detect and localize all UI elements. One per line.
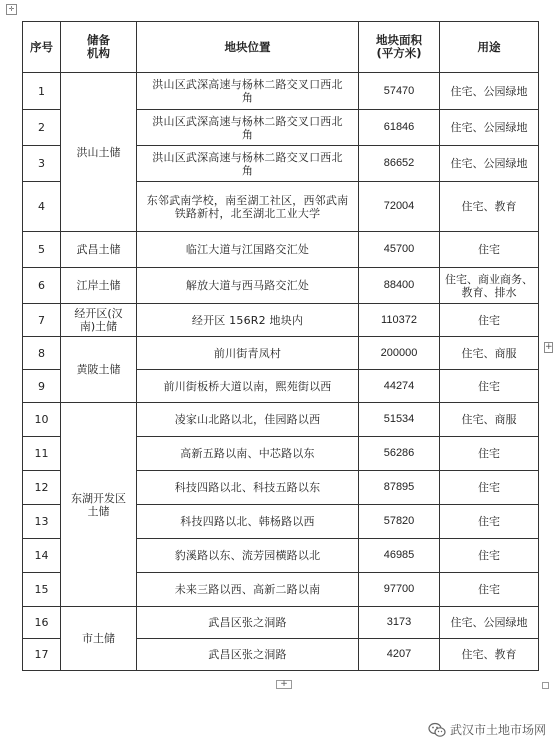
- cell-usage: 住宅、公园绿地: [440, 73, 539, 110]
- table-header-row: [23, 22, 539, 73]
- cell-location: 豹溪路以东、流芳园横路以北: [137, 539, 359, 573]
- cell-usage: 住宅: [440, 471, 539, 505]
- cell-agency-huangpi: 黄陂土储: [61, 337, 137, 403]
- header-area-line1: 地块面积: [376, 33, 422, 47]
- cell-location: 凌家山北路以北，佳园路以西: [137, 403, 359, 437]
- header-location: 地块位置: [137, 22, 359, 73]
- cell-seq: 4: [23, 182, 61, 232]
- cell-area: 200000: [359, 337, 440, 370]
- table-move-handle-icon[interactable]: ✛: [6, 4, 17, 15]
- header-seq: 序号: [23, 22, 61, 73]
- cell-location: 经开区 156R2 地块内: [137, 304, 359, 337]
- cell-area: 57820: [359, 505, 440, 539]
- row-insert-marker-icon[interactable]: +: [545, 342, 553, 352]
- cell-area: 45700: [359, 232, 440, 268]
- cell-usage: 住宅: [440, 573, 539, 607]
- table-row: [23, 304, 539, 337]
- cell-location-line2: 角: [241, 163, 254, 177]
- cell-usage: 住宅、商服: [440, 403, 539, 437]
- wechat-logo-icon: [428, 722, 446, 738]
- cell-usage: 住宅: [440, 370, 539, 403]
- cell-usage: [440, 268, 539, 304]
- cell-location-line1: 洪山区武深高速与杨林二路交叉口西北: [152, 78, 343, 91]
- cell-area: 87895: [359, 471, 440, 505]
- cell-usage-line2: 教育、排水: [461, 285, 517, 299]
- cell-location: [137, 146, 359, 182]
- cell-location: [137, 110, 359, 146]
- header-area: [359, 22, 440, 73]
- cell-area: 57470: [359, 73, 440, 110]
- cell-location-line2: 角: [241, 91, 254, 104]
- cell-usage: 住宅、商服: [440, 337, 539, 370]
- table-row: [23, 403, 539, 437]
- cell-area: 72004: [359, 182, 440, 232]
- cell-area: 97700: [359, 573, 440, 607]
- header-agency-line2: 机构: [87, 46, 110, 60]
- cell-agency-line2: 土储: [87, 504, 110, 518]
- header-agency: [61, 22, 137, 73]
- cell-area: 44274: [359, 370, 440, 403]
- cell-usage: 住宅、教育: [440, 182, 539, 232]
- header-area-line2: (平方米): [376, 46, 422, 60]
- cell-seq: 2: [23, 110, 61, 146]
- cell-usage: 住宅: [440, 232, 539, 268]
- header-usage: 用途: [440, 22, 539, 73]
- cell-usage: 住宅: [440, 505, 539, 539]
- cell-location-line1: 洪山区武深高速与杨林二路交叉口西北: [152, 114, 343, 128]
- cell-seq: 12: [23, 471, 61, 505]
- cell-usage: 住宅: [440, 539, 539, 573]
- cell-location: 前川街板桥大道以南，熙苑街以西: [137, 370, 359, 403]
- cell-seq: 17: [23, 639, 61, 671]
- cell-usage: 住宅、公园绿地: [440, 110, 539, 146]
- cell-agency-hongshan: 洪山土储: [61, 73, 137, 232]
- cell-location: 解放大道与西马路交汇处: [137, 268, 359, 304]
- cell-agency-wuchang: 武昌土储: [61, 232, 137, 268]
- cell-location: 临江大道与江国路交汇处: [137, 232, 359, 268]
- cell-area: 86652: [359, 146, 440, 182]
- table-row: [23, 73, 539, 110]
- cell-agency-shi: 市土储: [61, 607, 137, 671]
- cell-agency-line2: 南)土储: [79, 320, 118, 333]
- cell-seq: 16: [23, 607, 61, 639]
- cell-location-line1: 洪山区武深高速与杨林二路交叉口西北: [152, 150, 343, 164]
- cell-location: 前川街青凤村: [137, 337, 359, 370]
- cell-seq: 6: [23, 268, 61, 304]
- table-row: [23, 232, 539, 268]
- cell-location: 武昌区张之洞路: [137, 607, 359, 639]
- cell-location-line1: 东邻武南学校，南至湖工社区，西邻武南: [146, 193, 349, 207]
- cell-location: 高新五路以南、中芯路以东: [137, 437, 359, 471]
- cell-seq: 13: [23, 505, 61, 539]
- cell-location: 科技四路以北、科技五路以东: [137, 471, 359, 505]
- add-row-icon[interactable]: +: [276, 680, 292, 689]
- cell-usage-line1: 住宅、商业商务、: [445, 272, 533, 286]
- cell-seq: 14: [23, 539, 61, 573]
- cell-seq: 5: [23, 232, 61, 268]
- cell-location: 未来三路以西、高新二路以南: [137, 573, 359, 607]
- cell-area: 3173: [359, 607, 440, 639]
- cell-area: 46985: [359, 539, 440, 573]
- cell-agency-jiangan: 江岸土储: [61, 268, 137, 304]
- cell-location: 科技四路以北、韩杨路以西: [137, 505, 359, 539]
- cell-seq: 1: [23, 73, 61, 110]
- table-row: [23, 337, 539, 370]
- cell-agency-donghu: [61, 403, 137, 607]
- cell-seq: 8: [23, 337, 61, 370]
- cell-usage: 住宅、公园绿地: [440, 607, 539, 639]
- cell-agency-kaifaqu: [61, 304, 137, 337]
- watermark: [428, 721, 546, 738]
- cell-seq: 9: [23, 370, 61, 403]
- cell-area: 88400: [359, 268, 440, 304]
- cell-location: [137, 73, 359, 110]
- cell-seq: 15: [23, 573, 61, 607]
- table-resize-handle-icon[interactable]: [542, 682, 549, 689]
- cell-seq: 3: [23, 146, 61, 182]
- cell-area: 4207: [359, 639, 440, 671]
- cell-seq: 11: [23, 437, 61, 471]
- cell-seq: 7: [23, 304, 61, 337]
- cell-usage: 住宅、公园绿地: [440, 146, 539, 182]
- cell-usage: 住宅: [440, 437, 539, 471]
- land-parcel-table: [22, 21, 539, 671]
- cell-usage: 住宅、教育: [440, 639, 539, 671]
- cell-area: 56286: [359, 437, 440, 471]
- cell-location: [137, 182, 359, 232]
- watermark-text: 武汉市土地市场网: [449, 723, 546, 737]
- cell-agency-line1: 经开区(汉: [74, 307, 123, 320]
- cell-usage: 住宅: [440, 304, 539, 337]
- table-row: [23, 268, 539, 304]
- cell-area: 51534: [359, 403, 440, 437]
- cell-area: 110372: [359, 304, 440, 337]
- cell-area: 61846: [359, 110, 440, 146]
- cell-seq: 10: [23, 403, 61, 437]
- cell-location-line2: 角: [241, 127, 254, 141]
- cell-location-line2: 铁路新村，北至湖北工业大学: [174, 206, 321, 220]
- table-row: [23, 607, 539, 639]
- cell-location: 武昌区张之洞路: [137, 639, 359, 671]
- cell-agency-line1: 东湖开发区: [71, 491, 126, 505]
- header-agency-line1: 储备: [87, 33, 110, 47]
